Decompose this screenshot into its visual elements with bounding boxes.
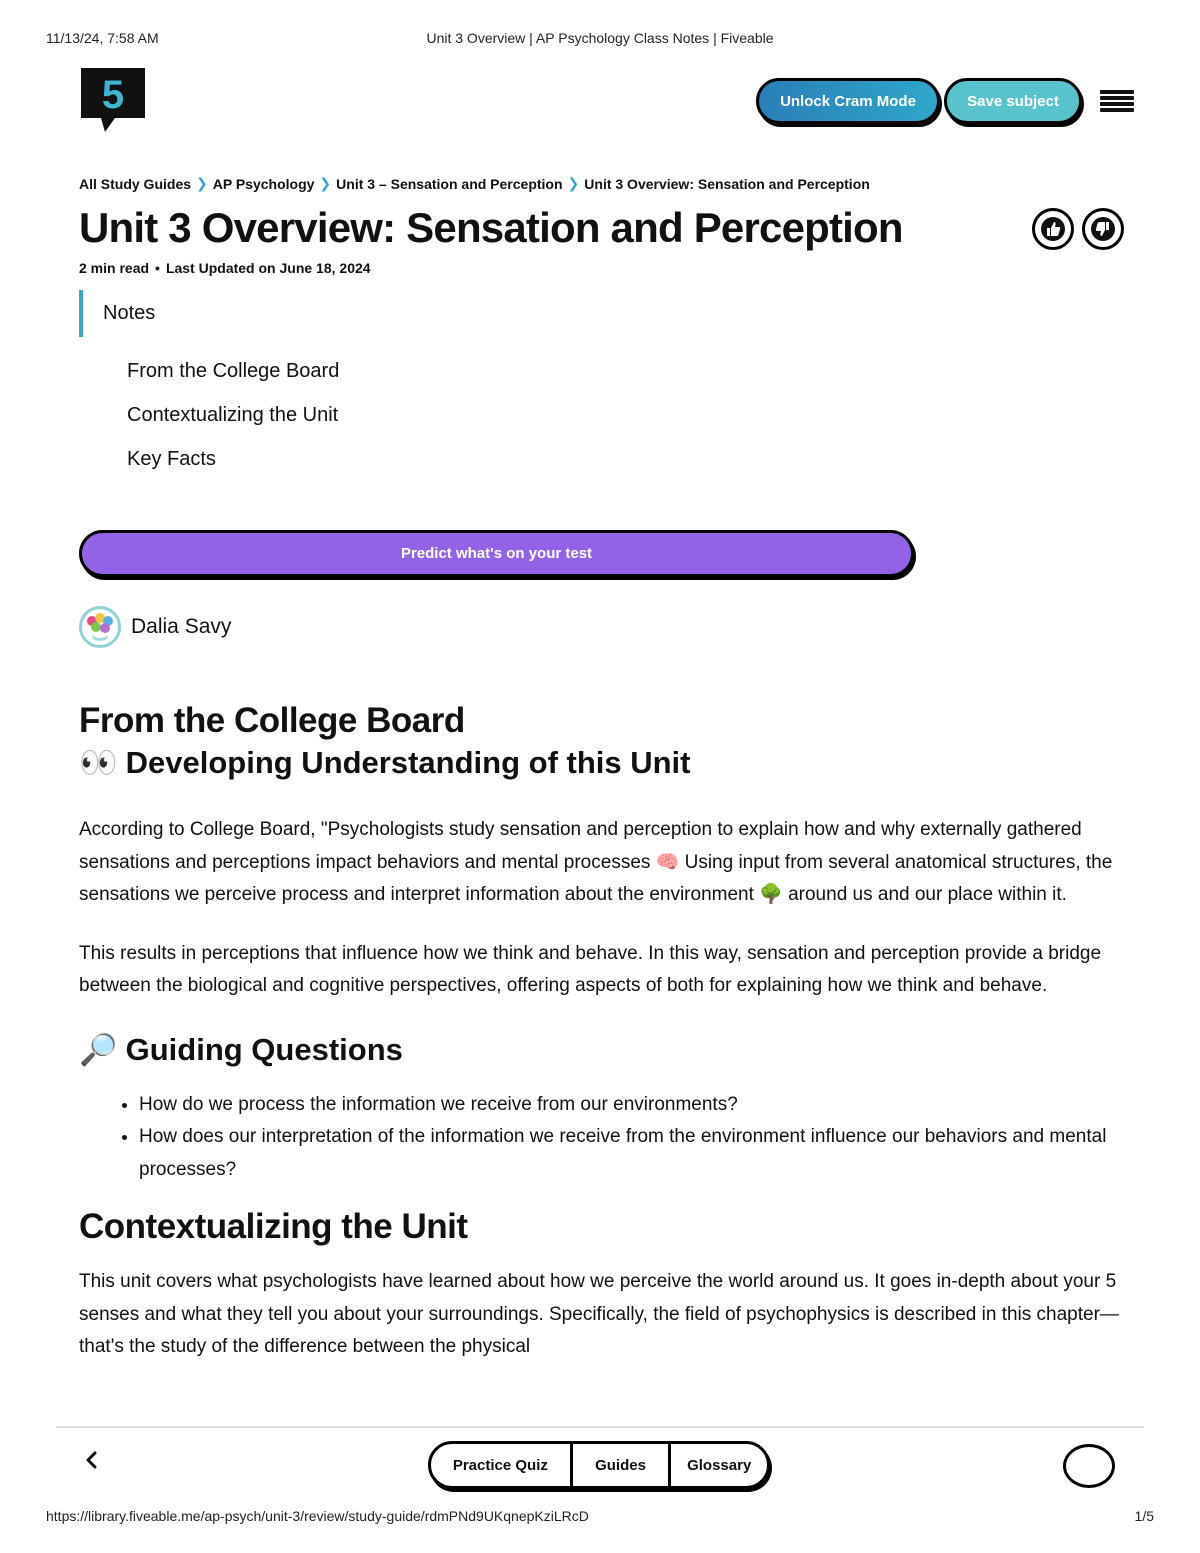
bottom-tab-bar xyxy=(428,1441,770,1489)
avatar[interactable] xyxy=(79,606,121,648)
thumbs-down-button[interactable] xyxy=(1082,208,1124,250)
last-updated: Last Updated on June 18, 2024 xyxy=(165,260,371,276)
logo-text: 5 xyxy=(101,73,125,117)
subheading-text: Guiding Questions xyxy=(125,1031,403,1067)
section-heading-contextualizing: Contextualizing the Unit xyxy=(79,1207,468,1246)
author xyxy=(79,606,231,648)
paragraph: This unit covers what psychologists have learned about how we perceive the world around us. It goes in-depth about your 5 senses and what they tell you about your surroundings. Specifically, the field of psychophysics is described in this chapter—that's the study of the difference between the physical xyxy=(79,1271,1119,1357)
section-heading-college-board: From the College Board xyxy=(79,701,465,740)
read-time: 2 min read xyxy=(79,260,150,276)
toc-accent-bar xyxy=(79,290,83,337)
print-title: Unit 3 Overview | AP Psychology Class Notes | Fiveable xyxy=(426,30,774,46)
rating-buttons xyxy=(1032,208,1124,250)
unlock-cram-mode-button[interactable]: Unlock Cram Mode xyxy=(756,78,940,124)
tab-glossary[interactable]: Glossary xyxy=(687,1456,752,1474)
subheading-text: Developing Understanding of this Unit xyxy=(125,745,691,780)
list-item: • How do we process the information we receive from our environments? xyxy=(139,1089,1129,1122)
toc-item-contextualizing[interactable]: Contextualizing the Unit xyxy=(127,404,339,426)
hamburger-icon[interactable] xyxy=(1100,90,1134,112)
breadcrumb-current[interactable]: Unit 3 Overview: Sensation and Perception xyxy=(584,175,870,192)
avatar-image xyxy=(82,609,118,645)
thumbs-down-icon xyxy=(1089,215,1117,243)
breadcrumb-unit-3[interactable]: Unit 3 – Sensation and Perception xyxy=(336,175,563,192)
author-name[interactable]: Dalia Savy xyxy=(131,615,232,638)
thumbs-up-button[interactable] xyxy=(1032,208,1074,250)
print-header xyxy=(46,30,1154,50)
print-page-number: 1/5 xyxy=(1134,1508,1154,1524)
chevron-right-icon: ❯ xyxy=(567,175,580,191)
guiding-questions-list xyxy=(79,1089,1129,1187)
meta-dot: • xyxy=(155,260,160,276)
breadcrumb xyxy=(79,175,870,192)
article-content xyxy=(79,700,1129,1364)
paragraph: This results in perceptions that influence how we think and behave. In this way, sensation and perception provide a bridge between the biological and cognitive perspectives, offering aspects of both for explaining how we think and behave. xyxy=(79,942,1102,996)
magnifying-glass-icon: 🔎 xyxy=(79,1031,118,1068)
toc-list xyxy=(127,360,339,492)
toc-title: Notes xyxy=(103,302,156,324)
chevron-left-icon[interactable] xyxy=(82,1450,102,1470)
save-subject-button[interactable]: Save subject xyxy=(944,78,1082,124)
toc-item-key-facts[interactable]: Key Facts xyxy=(127,448,216,470)
predict-test-button[interactable]: Predict what's on your test xyxy=(79,530,914,577)
breadcrumb-all-study-guides[interactable]: All Study Guides xyxy=(79,175,192,192)
subheading-developing-understanding xyxy=(79,742,1129,784)
top-actions xyxy=(756,78,1134,124)
list-item: • How does our interpretation of the information we receive from the environment influence our behaviors and mental processes? xyxy=(139,1121,1129,1186)
eyes-icon: 👀 xyxy=(79,745,118,781)
page-title: Unit 3 Overview: Sensation and Perception xyxy=(79,204,903,251)
tab-guides[interactable]: Guides xyxy=(573,1444,672,1486)
toc-item-college-board[interactable]: From the College Board xyxy=(127,360,340,382)
article-meta xyxy=(79,260,371,276)
fiveable-logo[interactable] xyxy=(79,66,147,134)
thumbs-up-icon xyxy=(1039,215,1067,243)
chat-bubble-icon[interactable] xyxy=(1063,1444,1115,1488)
tab-practice-quiz[interactable]: Practice Quiz xyxy=(431,1444,573,1486)
bottom-divider xyxy=(56,1426,1144,1428)
print-date: 11/13/24, 7:58 AM xyxy=(46,30,159,46)
paragraph: According to College Board, "Psychologists study sensation and perception to explain how and why externally gathered sensations and perceptions impact behaviors and mental processes 🧠 Using input from several anatomical structures, the sensations we perceive process and interpret information about the environment 🌳 around us and our place within it. xyxy=(79,819,1113,905)
subheading-guiding-questions xyxy=(79,1029,1129,1071)
chevron-right-icon: ❯ xyxy=(319,175,332,191)
chevron-right-icon: ❯ xyxy=(196,175,208,191)
print-url: https://library.fiveable.me/ap-psych/unit-3/review/study-guide/rdmPNd9UKqnepKziLRcD xyxy=(46,1508,589,1524)
breadcrumb-ap-psychology[interactable]: AP Psychology xyxy=(212,175,315,192)
